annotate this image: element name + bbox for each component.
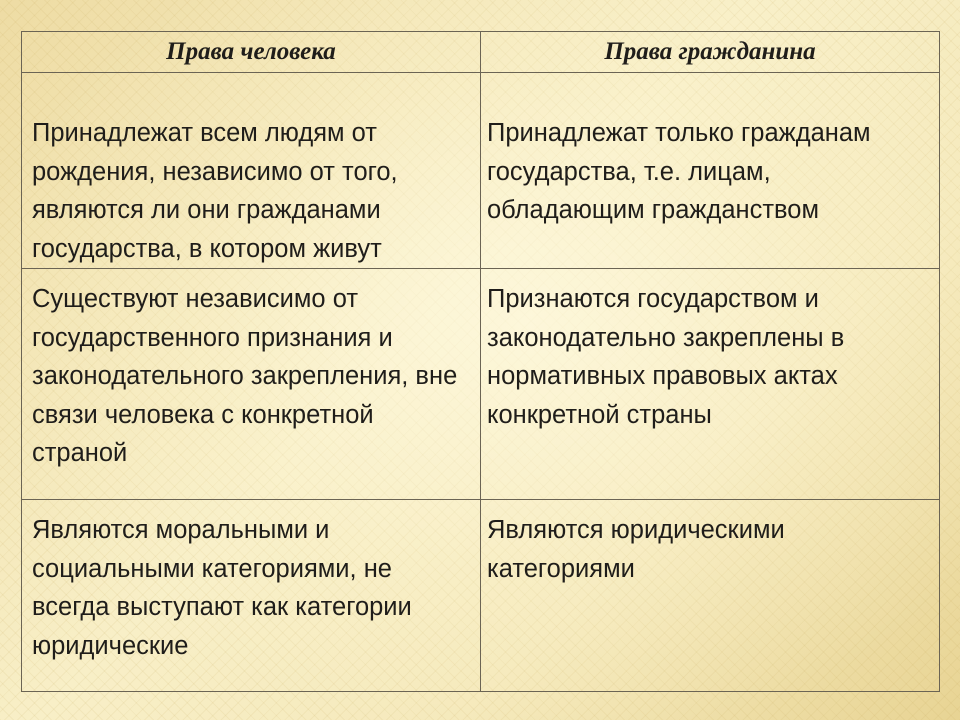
spacer-cell	[22, 73, 481, 112]
header-citizen-rights: Права гражданина	[481, 32, 940, 73]
header-row	[22, 32, 940, 73]
cell-text: Являются моральными и социальными категориями, не всегда выступают как категории юридические	[32, 516, 412, 660]
cell-text: Принадлежат только гражданам государства, т.е. лицам, обладающим гражданством	[487, 119, 871, 224]
spacer-row	[22, 73, 940, 112]
table-cell	[22, 111, 481, 269]
table-cell	[22, 269, 481, 500]
table-cell	[481, 500, 940, 692]
table-row	[22, 269, 940, 500]
cell-text: Признаются государством и законодательно закреплены в нормативных правовых актах конкретной страны	[487, 285, 845, 429]
table-row	[22, 500, 940, 692]
header-human-rights: Права человека	[22, 32, 481, 73]
table-cell	[481, 111, 940, 269]
table-row	[22, 111, 940, 269]
cell-text: Являются юридическими категориями	[487, 516, 785, 583]
table-cell	[481, 269, 940, 500]
spacer-cell	[481, 73, 940, 112]
cell-text: Существуют независимо от государственного признания и законодательного закрепления, вне связи человека с конкретной страной	[32, 285, 458, 467]
comparison-table	[21, 31, 940, 692]
cell-text: Принадлежат всем людям от рождения, независимо от того, являются ли они гражданами государства, в котором живут	[32, 119, 398, 263]
table-cell	[22, 500, 481, 692]
